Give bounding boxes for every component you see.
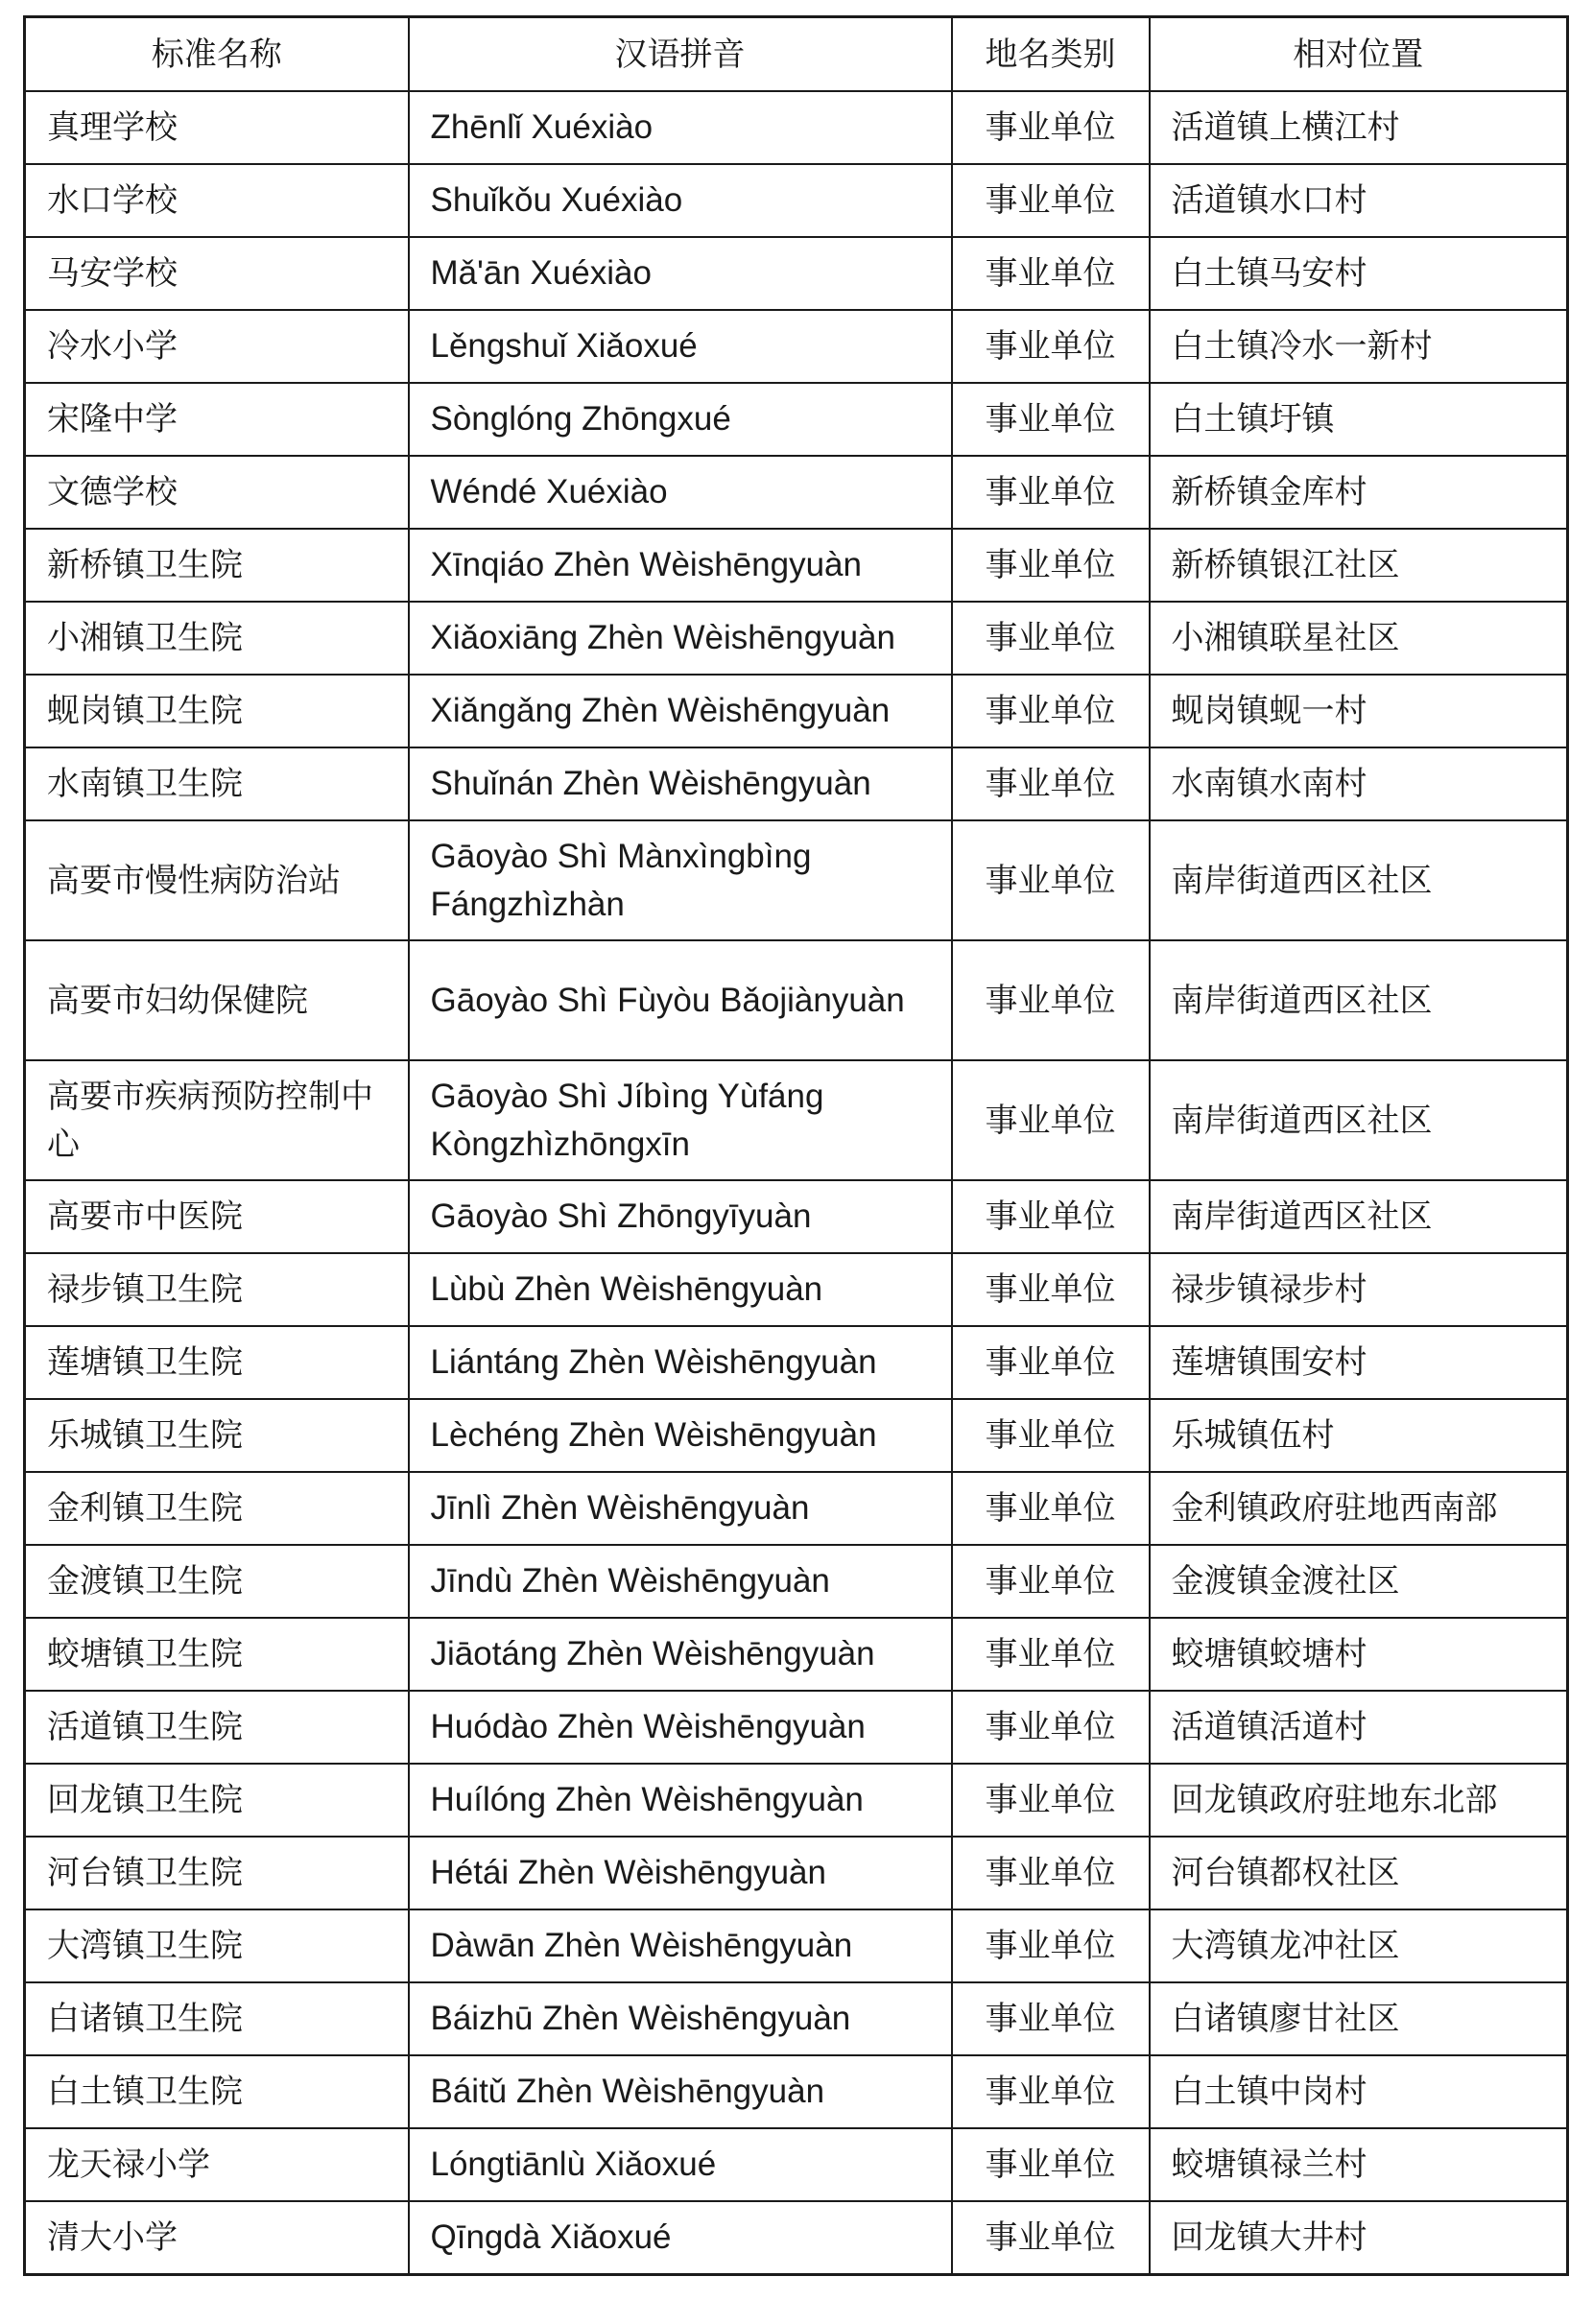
- cell-relative-location: 活道镇活道村: [1150, 1691, 1568, 1764]
- cell-standard-name: 高要市慢性病防治站: [25, 820, 409, 940]
- cell-standard-name: 回龙镇卫生院: [25, 1764, 409, 1837]
- table-row: [25, 456, 1568, 529]
- cell-relative-location: 南岸街道西区社区: [1150, 1060, 1568, 1180]
- cell-relative-location: 南岸街道西区社区: [1150, 820, 1568, 940]
- table-row: [25, 747, 1568, 820]
- cell-relative-location: 白土镇冷水一新村: [1150, 310, 1568, 383]
- header-pinyin: 汉语拼音: [409, 17, 952, 92]
- cell-standard-name: 蚬岗镇卫生院: [25, 675, 409, 747]
- cell-category: 事业单位: [952, 2055, 1150, 2128]
- cell-relative-location: 金利镇政府驻地西南部: [1150, 1472, 1568, 1545]
- table-row: [25, 1399, 1568, 1472]
- table-row: [25, 237, 1568, 310]
- cell-pinyin: Liántáng Zhèn Wèishēngyuàn: [409, 1326, 952, 1399]
- cell-pinyin: Shuǐnán Zhèn Wèishēngyuàn: [409, 747, 952, 820]
- cell-relative-location: 回龙镇政府驻地东北部: [1150, 1764, 1568, 1837]
- cell-standard-name: 马安学校: [25, 237, 409, 310]
- cell-pinyin: Huódào Zhèn Wèishēngyuàn: [409, 1691, 952, 1764]
- cell-pinyin: Lèchéng Zhèn Wèishēngyuàn: [409, 1399, 952, 1472]
- cell-standard-name: 白诸镇卫生院: [25, 1982, 409, 2055]
- cell-pinyin: Shuǐkǒu Xuéxiào: [409, 164, 952, 237]
- cell-pinyin: Dàwān Zhèn Wèishēngyuàn: [409, 1909, 952, 1982]
- cell-pinyin: Xiǎoxiāng Zhèn Wèishēngyuàn: [409, 602, 952, 675]
- cell-category: 事业单位: [952, 383, 1150, 456]
- cell-relative-location: 白土镇中岗村: [1150, 2055, 1568, 2128]
- cell-standard-name: 冷水小学: [25, 310, 409, 383]
- cell-relative-location: 蛟塘镇禄兰村: [1150, 2128, 1568, 2201]
- cell-pinyin: Xiǎngǎng Zhèn Wèishēngyuàn: [409, 675, 952, 747]
- table-row: [25, 1691, 1568, 1764]
- cell-standard-name: 宋隆中学: [25, 383, 409, 456]
- cell-standard-name: 文德学校: [25, 456, 409, 529]
- cell-standard-name: 大湾镇卫生院: [25, 1909, 409, 1982]
- cell-category: 事业单位: [952, 2128, 1150, 2201]
- cell-standard-name: 河台镇卫生院: [25, 1837, 409, 1909]
- table-row: [25, 1326, 1568, 1399]
- cell-pinyin: Báizhū Zhèn Wèishēngyuàn: [409, 1982, 952, 2055]
- cell-relative-location: 南岸街道西区社区: [1150, 1180, 1568, 1253]
- cell-relative-location: 蚬岗镇蚬一村: [1150, 675, 1568, 747]
- cell-standard-name: 真理学校: [25, 91, 409, 164]
- cell-category: 事业单位: [952, 456, 1150, 529]
- cell-pinyin: Huílóng Zhèn Wèishēngyuàn: [409, 1764, 952, 1837]
- cell-category: 事业单位: [952, 602, 1150, 675]
- cell-category: 事业单位: [952, 1253, 1150, 1326]
- cell-standard-name: 蛟塘镇卫生院: [25, 1618, 409, 1691]
- table-row: [25, 675, 1568, 747]
- header-category: 地名类别: [952, 17, 1150, 92]
- table-row: [25, 1837, 1568, 1909]
- table-row: [25, 164, 1568, 237]
- cell-category: 事业单位: [952, 1837, 1150, 1909]
- cell-standard-name: 清大小学: [25, 2201, 409, 2275]
- table-row: [25, 1545, 1568, 1618]
- table-row: [25, 1180, 1568, 1253]
- cell-pinyin: Hétái Zhèn Wèishēngyuàn: [409, 1837, 952, 1909]
- cell-pinyin: Xīnqiáo Zhèn Wèishēngyuàn: [409, 529, 952, 602]
- cell-relative-location: 白土镇圩镇: [1150, 383, 1568, 456]
- cell-relative-location: 白土镇马安村: [1150, 237, 1568, 310]
- cell-pinyin: Qīngdà Xiǎoxué: [409, 2201, 952, 2275]
- cell-standard-name: 水口学校: [25, 164, 409, 237]
- cell-category: 事业单位: [952, 310, 1150, 383]
- cell-pinyin: Lěngshuǐ Xiǎoxué: [409, 310, 952, 383]
- cell-standard-name: 新桥镇卫生院: [25, 529, 409, 602]
- cell-category: 事业单位: [952, 675, 1150, 747]
- cell-pinyin: Gāoyào Shì Jíbìng Yùfáng Kòngzhìzhōngxīn: [409, 1060, 952, 1180]
- cell-category: 事业单位: [952, 747, 1150, 820]
- table-row: [25, 383, 1568, 456]
- table-row: [25, 2128, 1568, 2201]
- table-row: [25, 1909, 1568, 1982]
- table-row: [25, 2201, 1568, 2275]
- cell-standard-name: 水南镇卫生院: [25, 747, 409, 820]
- cell-relative-location: 活道镇水口村: [1150, 164, 1568, 237]
- cell-category: 事业单位: [952, 1764, 1150, 1837]
- table-row: [25, 2055, 1568, 2128]
- cell-category: 事业单位: [952, 164, 1150, 237]
- cell-standard-name: 小湘镇卫生院: [25, 602, 409, 675]
- header-standard-name: 标准名称: [25, 17, 409, 92]
- cell-pinyin: Sònglóng Zhōngxué: [409, 383, 952, 456]
- cell-pinyin: Jiāotáng Zhèn Wèishēngyuàn: [409, 1618, 952, 1691]
- cell-standard-name: 莲塘镇卫生院: [25, 1326, 409, 1399]
- cell-relative-location: 新桥镇金库村: [1150, 456, 1568, 529]
- cell-relative-location: 回龙镇大井村: [1150, 2201, 1568, 2275]
- table-row: [25, 529, 1568, 602]
- cell-standard-name: 高要市妇幼保健院: [25, 940, 409, 1060]
- table-body: [25, 91, 1568, 2275]
- table-row: [25, 602, 1568, 675]
- cell-pinyin: Mǎ'ān Xuéxiào: [409, 237, 952, 310]
- cell-pinyin: Jīnlì Zhèn Wèishēngyuàn: [409, 1472, 952, 1545]
- cell-standard-name: 活道镇卫生院: [25, 1691, 409, 1764]
- table-row: [25, 1982, 1568, 2055]
- cell-relative-location: 禄步镇禄步村: [1150, 1253, 1568, 1326]
- header-relative-location: 相对位置: [1150, 17, 1568, 92]
- cell-standard-name: 龙天禄小学: [25, 2128, 409, 2201]
- cell-standard-name: 禄步镇卫生院: [25, 1253, 409, 1326]
- table-row: [25, 820, 1568, 940]
- cell-relative-location: 乐城镇伍村: [1150, 1399, 1568, 1472]
- table-header-row: [25, 17, 1568, 92]
- cell-pinyin: Gāoyào Shì Mànxìngbìng Fángzhìzhàn: [409, 820, 952, 940]
- place-names-table: [23, 15, 1569, 2276]
- cell-standard-name: 乐城镇卫生院: [25, 1399, 409, 1472]
- table-row: [25, 1253, 1568, 1326]
- cell-category: 事业单位: [952, 1909, 1150, 1982]
- cell-pinyin: Báitǔ Zhèn Wèishēngyuàn: [409, 2055, 952, 2128]
- table-row: [25, 310, 1568, 383]
- cell-relative-location: 白诸镇廖甘社区: [1150, 1982, 1568, 2055]
- cell-pinyin: Jīndù Zhèn Wèishēngyuàn: [409, 1545, 952, 1618]
- cell-relative-location: 水南镇水南村: [1150, 747, 1568, 820]
- cell-relative-location: 河台镇都权社区: [1150, 1837, 1568, 1909]
- cell-category: 事业单位: [952, 2201, 1150, 2275]
- cell-pinyin: Lóngtiānlù Xiǎoxué: [409, 2128, 952, 2201]
- table-row: [25, 940, 1568, 1060]
- cell-standard-name: 白土镇卫生院: [25, 2055, 409, 2128]
- cell-category: 事业单位: [952, 1326, 1150, 1399]
- table-row: [25, 1618, 1568, 1691]
- cell-category: 事业单位: [952, 1180, 1150, 1253]
- cell-standard-name: 金利镇卫生院: [25, 1472, 409, 1545]
- cell-relative-location: 小湘镇联星社区: [1150, 602, 1568, 675]
- cell-pinyin: Lùbù Zhèn Wèishēngyuàn: [409, 1253, 952, 1326]
- cell-standard-name: 高要市中医院: [25, 1180, 409, 1253]
- cell-category: 事业单位: [952, 1982, 1150, 2055]
- cell-category: 事业单位: [952, 1399, 1150, 1472]
- cell-relative-location: 蛟塘镇蛟塘村: [1150, 1618, 1568, 1691]
- cell-category: 事业单位: [952, 529, 1150, 602]
- table-row: [25, 1764, 1568, 1837]
- table-row: [25, 1472, 1568, 1545]
- cell-relative-location: 金渡镇金渡社区: [1150, 1545, 1568, 1618]
- cell-category: 事业单位: [952, 820, 1150, 940]
- cell-pinyin: Gāoyào Shì Fùyòu Bǎojiànyuàn: [409, 940, 952, 1060]
- cell-category: 事业单位: [952, 940, 1150, 1060]
- cell-relative-location: 大湾镇龙冲社区: [1150, 1909, 1568, 1982]
- cell-category: 事业单位: [952, 1472, 1150, 1545]
- cell-category: 事业单位: [952, 1060, 1150, 1180]
- table-row: [25, 91, 1568, 164]
- cell-standard-name: 高要市疾病预防控制中心: [25, 1060, 409, 1180]
- cell-pinyin: Zhēnlǐ Xuéxiào: [409, 91, 952, 164]
- cell-category: 事业单位: [952, 1691, 1150, 1764]
- cell-pinyin: Wéndé Xuéxiào: [409, 456, 952, 529]
- cell-category: 事业单位: [952, 91, 1150, 164]
- cell-relative-location: 新桥镇银江社区: [1150, 529, 1568, 602]
- cell-category: 事业单位: [952, 1545, 1150, 1618]
- cell-pinyin: Gāoyào Shì Zhōngyīyuàn: [409, 1180, 952, 1253]
- table-row: [25, 1060, 1568, 1180]
- cell-relative-location: 南岸街道西区社区: [1150, 940, 1568, 1060]
- cell-standard-name: 金渡镇卫生院: [25, 1545, 409, 1618]
- cell-relative-location: 活道镇上横江村: [1150, 91, 1568, 164]
- cell-category: 事业单位: [952, 1618, 1150, 1691]
- cell-category: 事业单位: [952, 237, 1150, 310]
- cell-relative-location: 莲塘镇围安村: [1150, 1326, 1568, 1399]
